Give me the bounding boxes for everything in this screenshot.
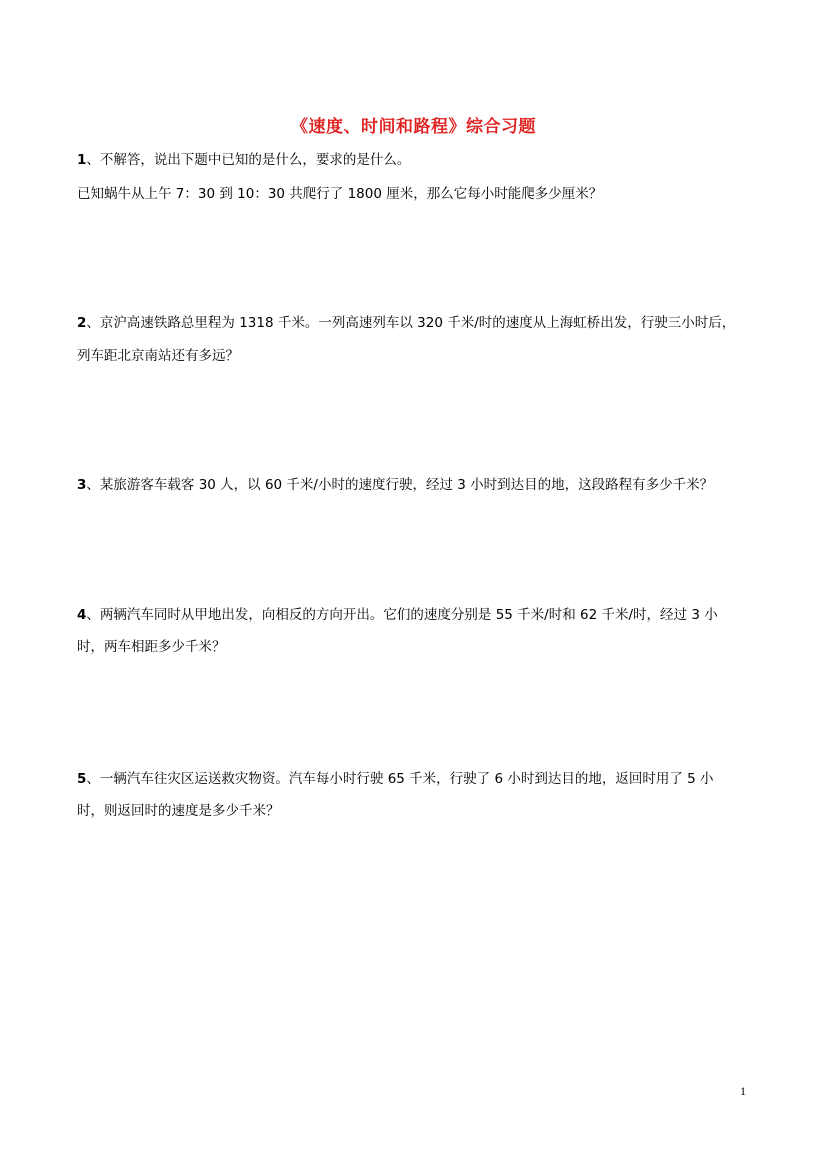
question-4-text: 、两辆汽车同时从甲地出发，向相反的方向开出。它们的速度分别是 55 千米/时和 62 千米/时，经过 3 小 <box>86 607 718 623</box>
page-title: 《速度、时间和路程》综合习题 <box>291 117 536 137</box>
question-4-line-2: 时，两车相距多少千米？ <box>77 639 226 655</box>
question-4-number: 4 <box>77 607 87 623</box>
question-1-line-1 <box>77 151 410 169</box>
question-2-text: 、京沪高速铁路总里程为 1318 千米。一列高速列车以 320 千米/时的速度从上海虹桥出发，行驶三小时后， <box>86 315 736 331</box>
question-2-line-1 <box>77 314 735 332</box>
question-3-text: 、某旅游客车载客 30 人，以 60 千米/小时的速度行驶，经过 3 小时到达目的地，这段路程有多少千米？ <box>86 477 714 493</box>
question-1-text: 、不解答，说出下题中已知的是什么，要求的是什么。 <box>86 152 411 168</box>
question-3-number: 3 <box>77 477 87 493</box>
question-4-line-1 <box>77 606 718 624</box>
question-1-number: 1 <box>77 152 87 168</box>
question-5-line-1 <box>77 770 714 788</box>
question-2-line-2: 列车距北京南站还有多远？ <box>77 348 239 364</box>
question-3-line-1 <box>77 476 713 494</box>
question-5-text: 、一辆汽车往灾区运送救灾物资。汽车每小时行驶 65 千米，行驶了 6 小时到达目的地，返回时用了 5 小 <box>86 771 714 787</box>
page-number: 1 <box>740 1084 746 1098</box>
question-5-line-2: 时，则返回时的速度是多少千米？ <box>77 803 280 819</box>
question-5-number: 5 <box>77 771 87 787</box>
question-2-number: 2 <box>77 315 87 331</box>
question-1-line-2: 已知蜗牛从上午 7：30 到 10：30 共爬行了 1800 厘米，那么它每小时能爬多少厘米？ <box>77 186 603 202</box>
